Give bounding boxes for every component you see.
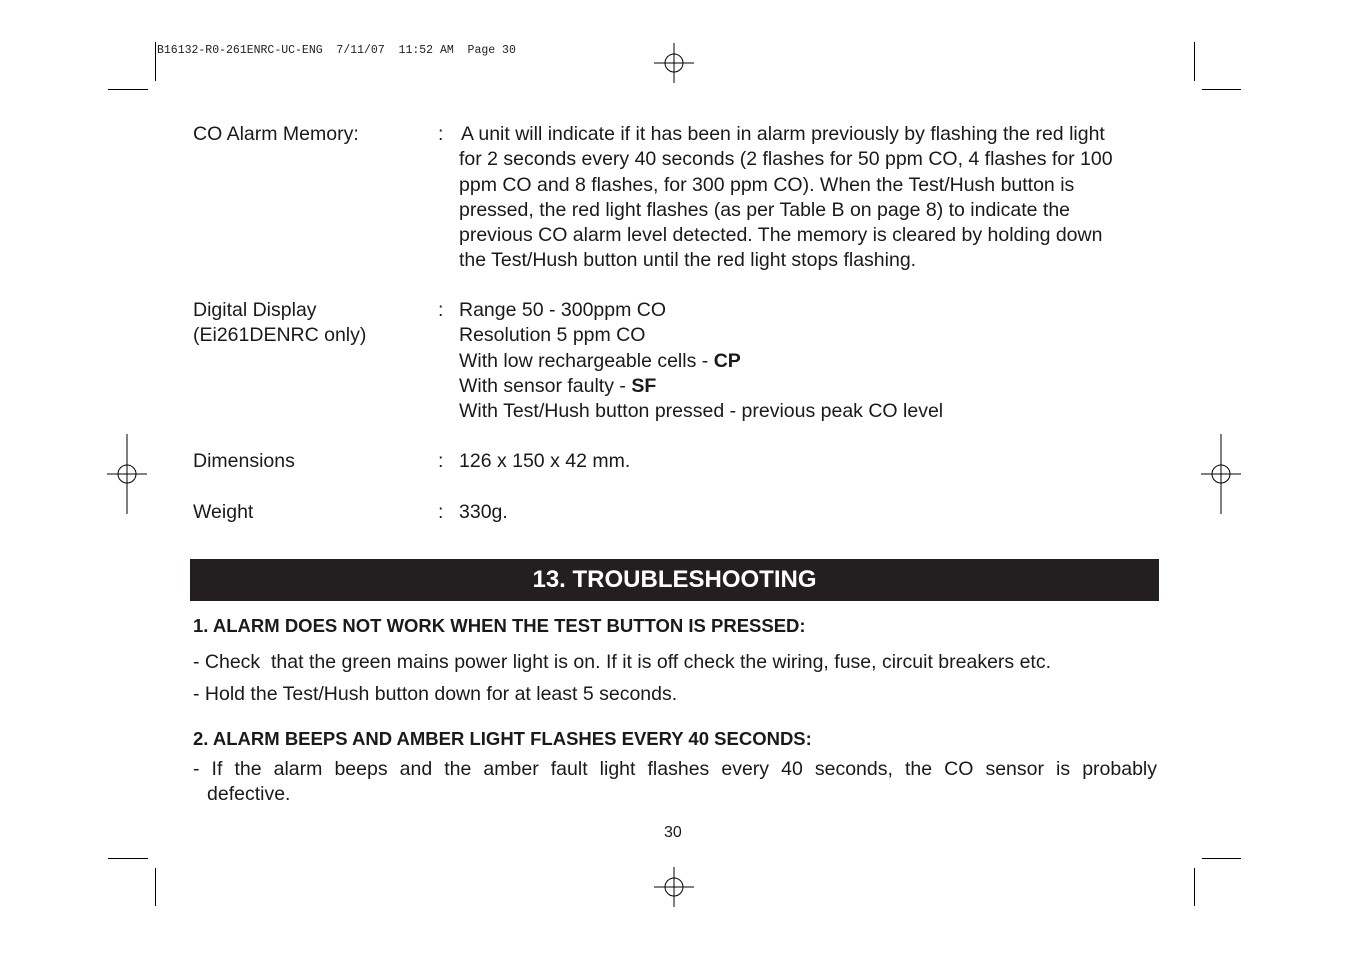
spec-value-line: 330g. bbox=[459, 501, 508, 523]
spec-label: CO Alarm Memory: bbox=[193, 123, 359, 145]
troubleshooting-heading-1: 1. ALARM DOES NOT WORK WHEN THE TEST BUTTON IS PRESSED: bbox=[193, 615, 806, 636]
print-slug: B16132-R0-261ENRC-UC-ENG 7/11/07 11:52 AM Page 30 bbox=[157, 44, 516, 57]
spec-colon: : bbox=[438, 501, 444, 523]
spec-value-line: 126 x 150 x 42 mm. bbox=[459, 450, 631, 472]
display-code-sf: SF bbox=[631, 374, 657, 397]
troubleshooting-item-line: defective. bbox=[207, 782, 291, 805]
page-number: 30 bbox=[664, 824, 682, 841]
display-code-cp: CP bbox=[713, 349, 741, 372]
spec-value-line: pressed, the red light flashes (as per Table B on page 8) to indicate the bbox=[459, 198, 1071, 221]
troubleshooting-item-line: - If the alarm beeps and the amber fault light flashes every 40 seconds, the CO sensor is probably bbox=[193, 758, 1157, 780]
spec-value-line: With Test/Hush button pressed - previous peak CO level bbox=[459, 400, 944, 423]
spec-value-line: Resolution 5 ppm CO bbox=[459, 324, 646, 347]
spec-value-text: With low rechargeable cells - bbox=[459, 349, 714, 372]
troubleshooting-item: - Hold the Test/Hush button down for at least 5 seconds. bbox=[193, 683, 678, 705]
spec-label: Weight bbox=[193, 501, 254, 523]
section-title: 13. TROUBLESHOOTING bbox=[190, 559, 1159, 601]
spec-label-line: Digital Display bbox=[193, 299, 317, 321]
spec-label: Dimensions bbox=[193, 450, 295, 472]
spec-value bbox=[459, 500, 1179, 525]
troubleshooting-heading-2: 2. ALARM BEEPS AND AMBER LIGHT FLASHES EVERY 40 SECONDS: bbox=[193, 728, 812, 749]
spec-label-line: (Ei261DENRC only) bbox=[193, 324, 367, 347]
registration-mark-left bbox=[107, 434, 147, 514]
spec-value-line: Range 50 - 300ppm CO bbox=[459, 299, 667, 321]
spec-value bbox=[459, 449, 1179, 474]
troubleshooting-item: - Check that the green mains power light is on. If it is off check the wiring, fuse, circuit breakers etc. bbox=[193, 651, 1052, 673]
spec-value-line: ppm CO and 8 flashes, for 300 ppm CO). When the Test/Hush button is bbox=[459, 173, 1075, 196]
spec-colon: : bbox=[438, 123, 444, 145]
registration-mark-bottom bbox=[654, 867, 694, 907]
spec-value-line bbox=[459, 374, 1179, 399]
registration-mark-right bbox=[1201, 434, 1241, 514]
spec-value-line: A unit will indicate if it has been in alarm previously by flashing the red light bbox=[461, 123, 1105, 145]
troubleshooting-item bbox=[193, 757, 1157, 806]
spec-value-line: the Test/Hush button until the red light stops flashing. bbox=[459, 249, 917, 272]
spec-value-line bbox=[459, 349, 1179, 374]
spec-colon: : bbox=[438, 450, 444, 472]
spec-value bbox=[459, 122, 1179, 274]
spec-value-text: With sensor faulty - bbox=[459, 374, 632, 397]
spec-label bbox=[193, 298, 366, 349]
spec-value bbox=[459, 298, 1179, 424]
registration-mark-top bbox=[654, 43, 694, 83]
spec-colon: : bbox=[438, 299, 444, 321]
spec-value-line: for 2 seconds every 40 seconds (2 flashes for 50 ppm CO, 4 flashes for 100 bbox=[459, 148, 1113, 171]
spec-value-line: previous CO alarm level detected. The memory is cleared by holding down bbox=[459, 224, 1103, 247]
